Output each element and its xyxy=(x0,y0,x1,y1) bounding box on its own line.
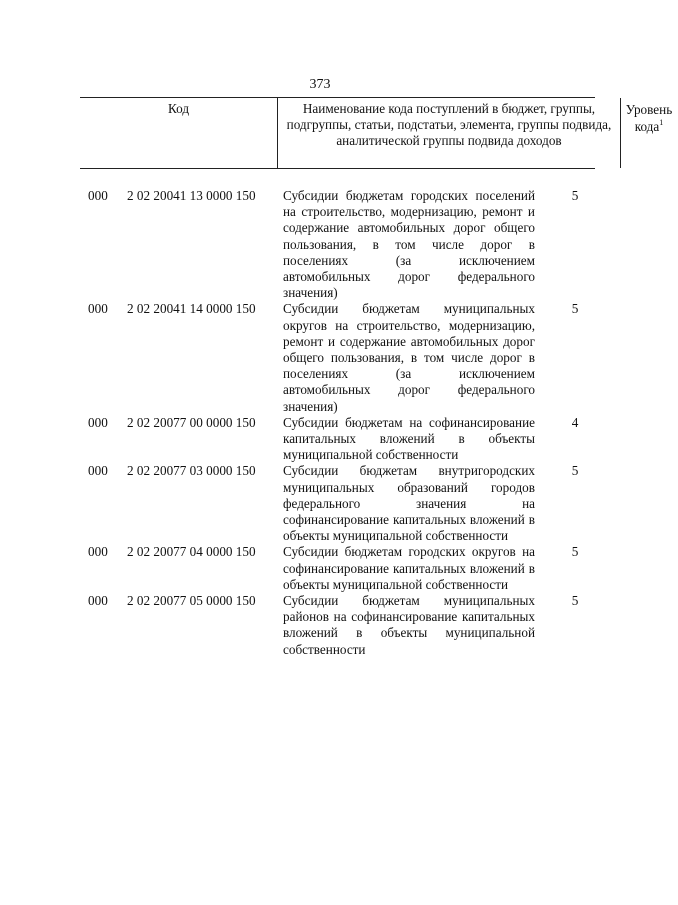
row-prefix: 000 xyxy=(88,414,108,430)
row-name: Субсидии бюджетам внутригородских муниципальных образований городов федерального значения на софинансирование капитальных вложений в объекты муниципальной собственности xyxy=(283,463,535,544)
row-code: 2 02 20041 14 0000 150 xyxy=(127,301,256,317)
row-prefix: 000 xyxy=(88,593,108,609)
row-prefix: 000 xyxy=(88,188,108,203)
row-code: 2 02 20041 13 0000 150 xyxy=(127,188,256,203)
header-name: Наименование кода поступлений в бюджет, группы, подгруппы, статьи, подстатьи, элемента, группы подвида, аналитической группы подвида доходов xyxy=(277,98,621,168)
row-level: 5 xyxy=(571,593,579,609)
row-code: 2 02 20077 00 0000 150 xyxy=(127,414,256,430)
header-level-label: Уровень кода xyxy=(625,102,673,134)
row-name: Субсидии бюджетам городских округов на софинансирование капитальных вложений в объекты муниципальной собственности xyxy=(283,544,535,592)
table-row xyxy=(0,544,640,593)
row-level: 5 xyxy=(571,301,579,317)
table-row xyxy=(0,415,640,464)
row-level: 4 xyxy=(571,414,579,430)
row-name: Субсидии бюджетам муниципальных районов на софинансирование капитальных вложений в объекты муниципальной собственности xyxy=(283,593,535,657)
header-level xyxy=(620,98,678,168)
table-header xyxy=(80,97,673,169)
row-prefix: 000 xyxy=(88,463,108,479)
table-row xyxy=(0,593,640,658)
table-body xyxy=(0,188,640,658)
row-name: Субсидии бюджетам городских поселений на строительство, модернизацию, ремонт и содержание автомобильных дорог общего пользования, в том числе дорог в поселениях (за исключением автомобильных дорог федерального значения) xyxy=(283,188,535,301)
header-level-footnote: 1 xyxy=(659,118,664,127)
table-row xyxy=(0,463,640,544)
table-row xyxy=(0,301,640,414)
row-level: 5 xyxy=(571,544,579,560)
row-prefix: 000 xyxy=(88,301,108,317)
row-code: 2 02 20077 03 0000 150 xyxy=(127,463,256,479)
row-level: 5 xyxy=(571,188,579,203)
page-number: 373 xyxy=(309,77,331,92)
row-name: Субсидии бюджетам на софинансирование капитальных вложений в объекты муниципальной собственности xyxy=(283,414,535,463)
row-level: 5 xyxy=(571,463,579,479)
table-row xyxy=(0,188,640,301)
row-code: 2 02 20077 05 0000 150 xyxy=(127,593,256,609)
row-code: 2 02 20077 04 0000 150 xyxy=(127,544,256,560)
header-code: Код xyxy=(167,101,190,116)
row-name: Субсидии бюджетам муниципальных округов на строительство, модернизацию, ремонт и содержание автомобильных дорог общего пользования, в том числе дорог в поселениях (за исключением автомобильных дорог федерального значения) xyxy=(283,301,535,414)
row-prefix: 000 xyxy=(88,544,108,560)
